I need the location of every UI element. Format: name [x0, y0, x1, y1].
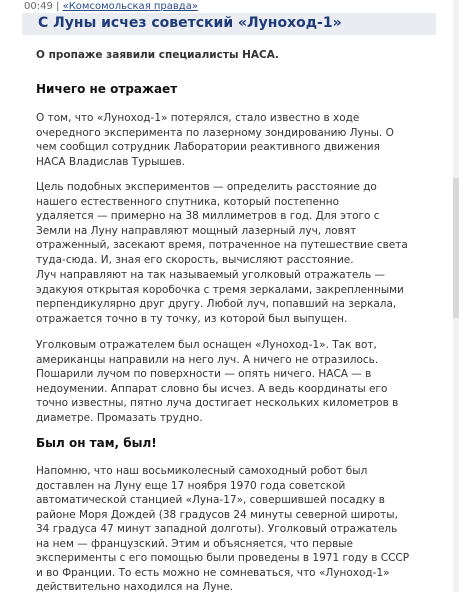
paragraph-line: американцы направили на него луч. А ничего не отразилось.: [36, 353, 379, 366]
article-lead: О пропаже заявили специалисты НАСА.: [36, 49, 279, 61]
paragraph-3: [36, 268, 456, 326]
paragraph-line: перпендикулярно друг другу. Любой луч, попавший на зеркала,: [36, 298, 397, 310]
source-separator: |: [56, 1, 60, 12]
paragraph-line: недоумении. Аппарат словно бы исчез. А ведь координаты его: [36, 382, 388, 395]
paragraph-line: Земли на Луну направляют мощный лазерный луч, ловят: [36, 224, 357, 237]
paragraph-line: удаляется — примерно на 38 миллиметров в год. Для этого с: [36, 210, 380, 222]
paragraph-line: 34 градуса 47 минут западной долготы). Уголковый отражатель: [36, 523, 398, 535]
paragraph-line: Цель подобных экспериментов — определить расстояние до: [36, 181, 377, 193]
paragraph-5: [36, 464, 456, 595]
paragraph-2: [36, 180, 456, 267]
paragraph-line: О том, что «Луноход-1» потерялся, стало известно в ходе: [36, 112, 360, 124]
paragraph-4: [36, 338, 456, 425]
paragraph-1: [36, 111, 456, 169]
paragraph-line: Пошарили лучом по поверхности — опять ничего. НАСА — в: [36, 368, 372, 380]
paragraph-line: эдакуюя открытая коробочка с тремя зеркалами, закрепленными: [36, 283, 404, 296]
paragraph-line: НАСА Владислав Турышев.: [36, 155, 185, 168]
paragraph-line: точно известны, пятно луча достигает нескольких километров в: [36, 397, 399, 409]
source-line: [24, 1, 198, 12]
paragraph-line: туда-сюда. И, зная его скорость, вычисляют расстояние.: [36, 253, 354, 266]
section-heading-2: Был он там, был!: [36, 436, 157, 450]
paragraph-line: чем сообщил сотрудник Лаборатории реактивного движения: [36, 141, 380, 153]
paragraph-line: автоматической станцией «Луна-17», совершившей посадку в: [36, 494, 385, 506]
paragraph-line: Луч направляют на так называемый уголковый отражатель —: [36, 269, 386, 281]
paragraph-line: диаметре. Промазать трудно.: [36, 411, 203, 424]
section-heading-1: Ничего не отражает: [36, 82, 178, 96]
paragraph-line: Напомню, что наш восьмиколесный самоходный робот был: [36, 465, 368, 477]
paragraph-line: Уголковым отражателем был оснащен «Луноход-1». Так вот,: [36, 339, 377, 351]
publish-time: 00:49: [24, 1, 53, 12]
paragraph-line: доставлен на Луну еще 17 ноября 1970 года советской: [36, 479, 346, 492]
paragraph-line: отраженный, засекают время, потраченное на путешествие света: [36, 239, 408, 251]
paragraph-line: районе Моря Дождей (38 градусов 24 минуты северной широты,: [36, 508, 398, 521]
paragraph-line: и во Франции. То есть можно не сомневаться, что «Луноход-1»: [36, 566, 390, 579]
article-title: С Луны исчез советский «Луноход-1»: [38, 15, 342, 31]
source-link[interactable]: «Комсомольская правда»: [62, 1, 198, 12]
paragraph-line: нашего естественного спутника, который постепенно: [36, 195, 340, 208]
paragraph-line: отражается точно в ту точку, из которой был выпущен.: [36, 312, 348, 325]
paragraph-line: действительно находился на Луне.: [36, 581, 234, 593]
paragraph-line: очередного эксперимента по лазерному зондированию Луны. О: [36, 126, 394, 139]
paragraph-line: эксперименты с его помощью были проведены в 1971 году в СССР: [36, 552, 410, 564]
paragraph-line: на нем — французский. Этим и объясняется, что первые: [36, 537, 354, 550]
